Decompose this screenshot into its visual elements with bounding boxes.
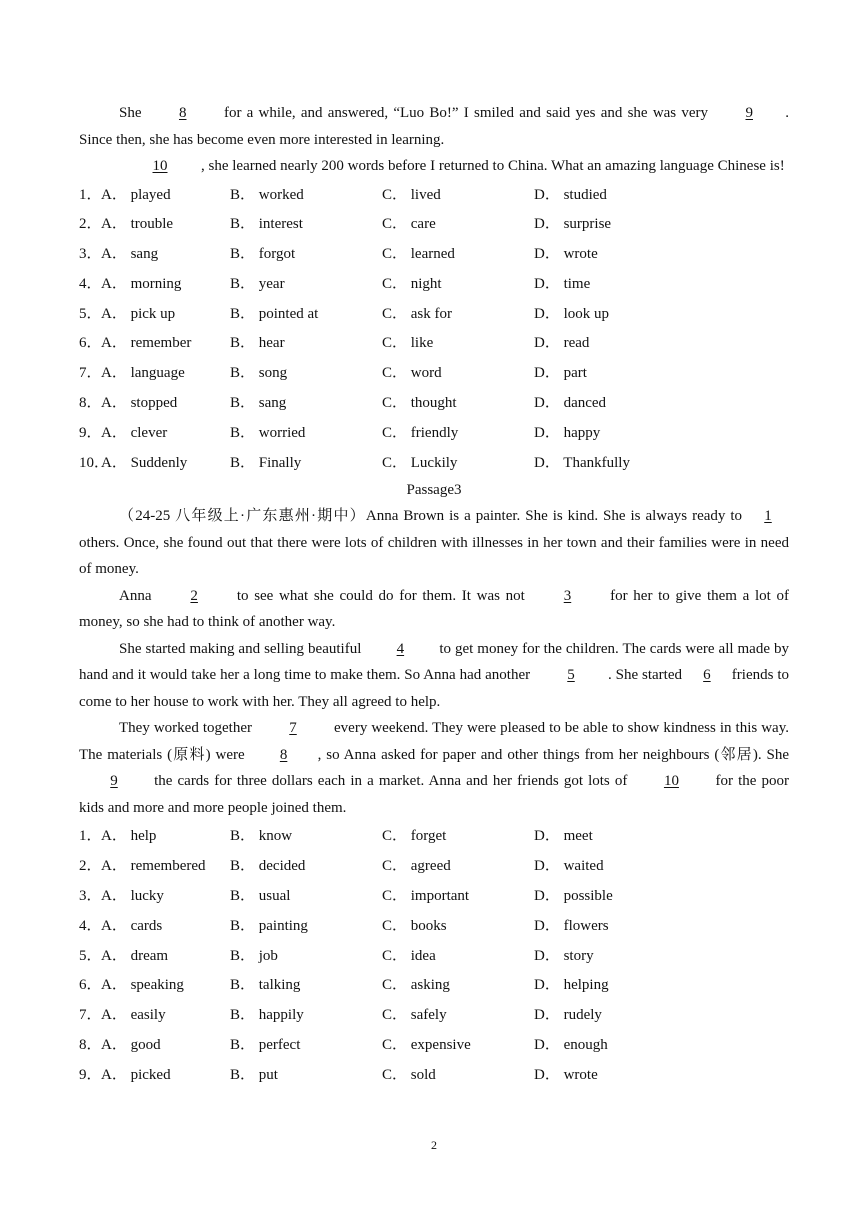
page-number: 2: [431, 1138, 437, 1152]
option-row: [79, 299, 789, 329]
option-b: B． worked: [230, 186, 304, 203]
text-run: She started making and selling beautiful: [119, 640, 366, 657]
text-run: friends to come to her house to work with her. They all agreed to help.: [79, 667, 790, 710]
option-b: B． job: [230, 947, 278, 964]
option-row: [79, 388, 789, 418]
question-number: 4．: [79, 275, 102, 292]
option-c: C． safely: [382, 1007, 447, 1024]
option-a: A． remembered: [101, 858, 206, 875]
text-run: the cards for three dollars each in a market. Anna and her friends got lots of: [149, 773, 633, 790]
question-number: 8．: [79, 395, 102, 412]
option-row: [79, 239, 789, 269]
blank-8: 8: [178, 105, 187, 121]
option-d: D． happy: [534, 424, 601, 441]
option-a: A． stopped: [101, 395, 178, 412]
text-run: They worked together: [119, 720, 256, 737]
question-number: 3．: [79, 246, 102, 263]
option-d: D． possible: [534, 888, 613, 905]
option-a: A． language: [101, 365, 185, 382]
text-run: . Since then, she has become even more interested in learning.: [79, 105, 789, 148]
blank-2: 2: [190, 587, 198, 604]
option-row: [79, 269, 789, 299]
blank-5: 5: [567, 667, 575, 684]
option-a: A． played: [101, 186, 171, 203]
blank-10: 10: [152, 158, 168, 174]
question-number: 4．: [79, 917, 102, 934]
option-d: D． time: [534, 275, 591, 292]
option-a: A． morning: [101, 275, 182, 292]
option-c: C． like: [382, 335, 434, 352]
text-run: others. Once, she found out that there were lots of children with illnesses in her town and their families were in need of money.: [79, 534, 789, 578]
blank-9: 9: [745, 105, 753, 121]
option-d: D． enough: [534, 1037, 608, 1054]
option-a: A． help: [101, 828, 157, 845]
text-run: for the poor kids and more and more people joined them.: [79, 773, 790, 816]
option-c: C． important: [382, 888, 470, 905]
option-b: B． talking: [230, 977, 301, 994]
option-a: A． pick up: [101, 305, 176, 322]
question-number: 7．: [79, 1007, 102, 1024]
question-number: 9．: [79, 1066, 102, 1083]
question-number: 6．: [79, 977, 102, 994]
option-b: B． put: [230, 1066, 278, 1083]
question-number: 1．: [79, 186, 102, 203]
option-c: C． night: [382, 275, 442, 292]
option-a: A． lucky: [101, 888, 164, 905]
option-row: [79, 1030, 789, 1060]
text-run: to see what she could do for them. It was not: [231, 587, 531, 604]
option-row: [79, 448, 789, 478]
option-a: A． Suddenly: [101, 454, 188, 471]
passage3-paragraph-2: [79, 583, 789, 636]
option-d: D． part: [534, 365, 587, 382]
option-row: [79, 941, 789, 971]
option-c: C． learned: [382, 246, 455, 263]
text-run: to get money for the children. The cards were all made by hand and it would take her a long time to make them. So Anna had another: [79, 640, 789, 684]
passage3-paragraph-1: [79, 503, 789, 583]
option-row: [79, 358, 789, 388]
option-row: [79, 328, 789, 358]
blank-7: 7: [289, 720, 297, 737]
text-run: for her to give them a lot of money, so she had to think of another way.: [79, 587, 789, 631]
text-run: , she learned nearly 200 words before I returned to China. What an amazing language Chinese is!: [201, 158, 785, 174]
option-c: C． forget: [382, 828, 447, 845]
question-number: 5．: [79, 947, 102, 964]
option-row: [79, 180, 789, 210]
option-d: D． meet: [534, 828, 593, 845]
question-number: 5．: [79, 305, 102, 322]
text-run: for a while, and answered, “Luo Bo!” I smiled and said yes and she was very: [218, 105, 714, 121]
option-a: A． good: [101, 1037, 161, 1054]
passage2-paragraph-1: [79, 100, 789, 153]
blank-4: 4: [396, 640, 405, 657]
option-c: C． ask for: [382, 305, 452, 322]
option-b: B． pointed at: [230, 305, 319, 322]
option-c: C． word: [382, 365, 442, 382]
option-row: [79, 821, 789, 851]
option-b: B． perfect: [230, 1037, 301, 1054]
option-d: D． wrote: [534, 246, 598, 263]
option-d: D． waited: [534, 858, 604, 875]
option-d: D． surprise: [534, 216, 612, 233]
blank-10: 10: [663, 773, 679, 790]
option-b: B． worried: [230, 424, 306, 441]
question-number: 3．: [79, 888, 102, 905]
option-c: C． books: [382, 917, 447, 934]
passage3-options: [79, 821, 789, 1089]
option-b: B． decided: [230, 858, 306, 875]
option-a: A． clever: [101, 424, 168, 441]
option-b: B． usual: [230, 888, 291, 905]
option-a: A． remember: [101, 335, 192, 352]
option-d: D． rudely: [534, 1007, 602, 1024]
option-a: A． trouble: [101, 216, 174, 233]
question-number: 8．: [79, 1037, 102, 1054]
text-run: Anna: [119, 587, 158, 604]
text-run: （24-25 八年级上·广东惠州·期中）Anna Brown is a painter. She is kind. She is always ready to: [119, 508, 747, 525]
option-c: C． care: [382, 216, 436, 233]
blank-8: 8: [279, 746, 288, 763]
option-c: C． Luckily: [382, 454, 458, 471]
text-run: , so Anna asked for paper and other things from her neighbours (邻居). She: [317, 746, 789, 763]
option-b: B． year: [230, 275, 285, 292]
question-number: 2．: [79, 858, 102, 875]
option-d: D． story: [534, 947, 594, 964]
question-number: 1．: [79, 828, 102, 845]
question-number: 9．: [79, 424, 102, 441]
text-run: She: [119, 105, 147, 121]
option-b: B． interest: [230, 216, 303, 233]
option-row: [79, 209, 789, 239]
option-row: [79, 911, 789, 941]
blank-3: 3: [563, 587, 572, 604]
option-a: A． easily: [101, 1007, 166, 1024]
option-a: A． sang: [101, 246, 159, 263]
passage3-title: Passage3: [406, 482, 462, 499]
option-c: C． friendly: [382, 424, 459, 441]
blank-6: 6: [703, 667, 711, 684]
option-b: B． painting: [230, 917, 308, 934]
text-run: . She started: [608, 667, 686, 684]
passage3-paragraph-4: [79, 715, 789, 821]
option-row: [79, 851, 789, 881]
question-number: 7．: [79, 365, 102, 382]
option-d: D． flowers: [534, 917, 609, 934]
option-row: [79, 881, 789, 911]
option-c: C． agreed: [382, 858, 451, 875]
question-number: 10．: [79, 454, 110, 471]
question-number: 2．: [79, 216, 102, 233]
option-d: D． Thankfully: [534, 454, 630, 471]
option-c: C． expensive: [382, 1037, 471, 1054]
option-b: B． know: [230, 828, 293, 845]
option-row: [79, 1060, 789, 1090]
option-d: D． look up: [534, 305, 610, 322]
option-d: D． danced: [534, 395, 607, 412]
option-c: C． idea: [382, 947, 436, 964]
text-run: every weekend. They were pleased to be able to show kindness in this way. The materials (原料) were: [79, 720, 789, 763]
option-b: B． sang: [230, 395, 287, 412]
option-c: C． sold: [382, 1066, 436, 1083]
option-b: B． hear: [230, 335, 285, 352]
option-row: [79, 418, 789, 448]
passage2-options: [79, 180, 789, 478]
question-number: 6．: [79, 335, 102, 352]
option-a: A． speaking: [101, 977, 184, 994]
option-b: B． song: [230, 365, 288, 382]
option-c: C． lived: [382, 186, 441, 203]
option-d: D． read: [534, 335, 590, 352]
option-row: [79, 970, 789, 1000]
option-c: C． thought: [382, 395, 457, 412]
option-b: B． Finally: [230, 454, 302, 471]
option-b: B． happily: [230, 1007, 304, 1024]
option-d: D． studied: [534, 186, 607, 203]
option-d: D． wrote: [534, 1066, 598, 1083]
passage3-paragraph-3: [79, 636, 789, 716]
page-content: [79, 100, 789, 1090]
option-c: C． asking: [382, 977, 450, 994]
option-b: B． forgot: [230, 246, 296, 263]
blank-9: 9: [110, 773, 118, 790]
option-a: A． cards: [101, 917, 163, 934]
passage2-paragraph-2: [79, 153, 789, 180]
option-d: D． helping: [534, 977, 609, 994]
option-a: A． dream: [101, 947, 169, 964]
option-a: A． picked: [101, 1066, 171, 1083]
blank-1: 1: [764, 508, 772, 525]
option-row: [79, 1000, 789, 1030]
